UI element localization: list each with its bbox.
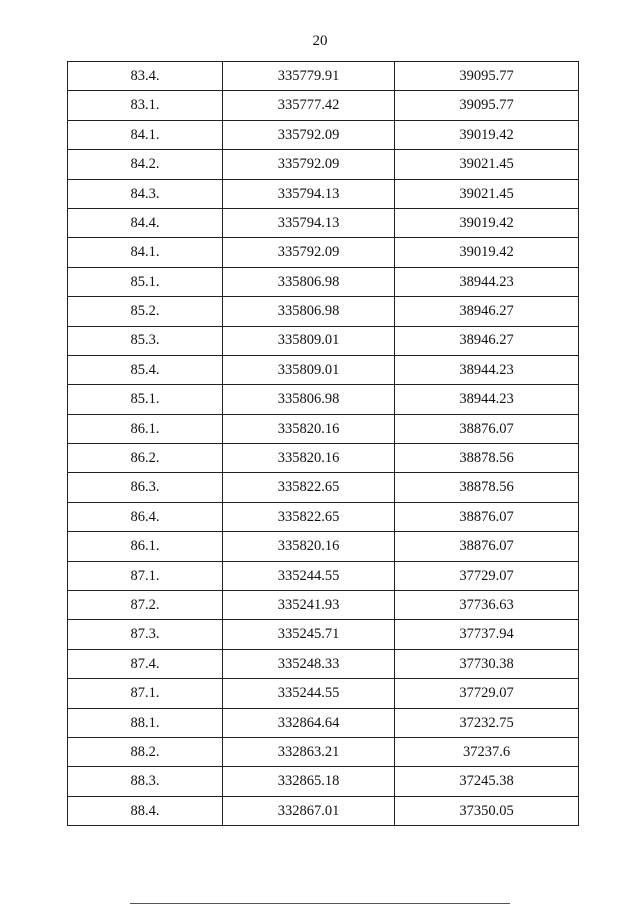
- y-coordinate-cell: 37736.63: [395, 591, 579, 620]
- x-coordinate-cell: 335792.09: [223, 238, 395, 267]
- x-coordinate-cell: 335792.09: [223, 150, 395, 179]
- table-row: [68, 708, 579, 737]
- x-coordinate-cell: 335822.65: [223, 473, 395, 502]
- x-coordinate-cell: 335809.01: [223, 355, 395, 384]
- y-coordinate-cell: 38876.07: [395, 502, 579, 531]
- table-row: [68, 120, 579, 149]
- y-coordinate-cell: 39019.42: [395, 120, 579, 149]
- point-number-cell: 88.2.: [68, 737, 223, 766]
- y-coordinate-cell: 38944.23: [395, 267, 579, 296]
- point-number-cell: 85.1.: [68, 385, 223, 414]
- table-row: [68, 238, 579, 267]
- table-row: [68, 649, 579, 678]
- y-coordinate-cell: 37729.07: [395, 561, 579, 590]
- y-coordinate-cell: 39095.77: [395, 91, 579, 120]
- y-coordinate-cell: 38876.07: [395, 532, 579, 561]
- table-row: [68, 473, 579, 502]
- x-coordinate-cell: 335806.98: [223, 267, 395, 296]
- x-coordinate-cell: 335241.93: [223, 591, 395, 620]
- point-number-cell: 86.3.: [68, 473, 223, 502]
- table-row: [68, 502, 579, 531]
- y-coordinate-cell: 37232.75: [395, 708, 579, 737]
- point-number-cell: 86.2.: [68, 444, 223, 473]
- table-row: [68, 385, 579, 414]
- x-coordinate-cell: 335809.01: [223, 326, 395, 355]
- point-number-cell: 86.4.: [68, 502, 223, 531]
- point-number-cell: 84.4.: [68, 208, 223, 237]
- x-coordinate-cell: 335792.09: [223, 120, 395, 149]
- table-row: [68, 150, 579, 179]
- point-number-cell: 84.1.: [68, 120, 223, 149]
- table-row: [68, 737, 579, 766]
- x-coordinate-cell: 335806.98: [223, 297, 395, 326]
- y-coordinate-cell: 37237.6: [395, 737, 579, 766]
- x-coordinate-cell: 335820.16: [223, 532, 395, 561]
- x-coordinate-cell: 335244.55: [223, 679, 395, 708]
- table-row: [68, 355, 579, 384]
- table-row: [68, 267, 579, 296]
- table-row: [68, 767, 579, 796]
- table-row: [68, 444, 579, 473]
- table-row: [68, 620, 579, 649]
- point-number-cell: 83.4.: [68, 62, 223, 91]
- x-coordinate-cell: 335777.42: [223, 91, 395, 120]
- table-row: [68, 62, 579, 91]
- coordinates-table: [67, 61, 579, 826]
- point-number-cell: 87.3.: [68, 620, 223, 649]
- table-row: [68, 591, 579, 620]
- y-coordinate-cell: 38944.23: [395, 385, 579, 414]
- x-coordinate-cell: 335245.71: [223, 620, 395, 649]
- point-number-cell: 87.4.: [68, 649, 223, 678]
- y-coordinate-cell: 37729.07: [395, 679, 579, 708]
- y-coordinate-cell: 38946.27: [395, 297, 579, 326]
- table-row: [68, 208, 579, 237]
- x-coordinate-cell: 335820.16: [223, 414, 395, 443]
- point-number-cell: 85.2.: [68, 297, 223, 326]
- y-coordinate-cell: 37350.05: [395, 796, 579, 825]
- point-number-cell: 85.4.: [68, 355, 223, 384]
- table-row: [68, 326, 579, 355]
- table-row: [68, 297, 579, 326]
- x-coordinate-cell: 335794.13: [223, 208, 395, 237]
- y-coordinate-cell: 39019.42: [395, 208, 579, 237]
- y-coordinate-cell: 38878.56: [395, 473, 579, 502]
- x-coordinate-cell: 335822.65: [223, 502, 395, 531]
- x-coordinate-cell: 335794.13: [223, 179, 395, 208]
- y-coordinate-cell: 38944.23: [395, 355, 579, 384]
- point-number-cell: 87.2.: [68, 591, 223, 620]
- y-coordinate-cell: 37730.38: [395, 649, 579, 678]
- y-coordinate-cell: 38876.07: [395, 414, 579, 443]
- table-row: [68, 91, 579, 120]
- x-coordinate-cell: 335820.16: [223, 444, 395, 473]
- coordinates-table-body: [68, 62, 579, 826]
- y-coordinate-cell: 39021.45: [395, 179, 579, 208]
- x-coordinate-cell: 332864.64: [223, 708, 395, 737]
- table-row: [68, 561, 579, 590]
- y-coordinate-cell: 38946.27: [395, 326, 579, 355]
- point-number-cell: 88.3.: [68, 767, 223, 796]
- point-number-cell: 88.1.: [68, 708, 223, 737]
- point-number-cell: 86.1.: [68, 532, 223, 561]
- point-number-cell: 85.1.: [68, 267, 223, 296]
- point-number-cell: 85.3.: [68, 326, 223, 355]
- table-row: [68, 179, 579, 208]
- y-coordinate-cell: 37245.38: [395, 767, 579, 796]
- y-coordinate-cell: 39021.45: [395, 150, 579, 179]
- y-coordinate-cell: 39019.42: [395, 238, 579, 267]
- y-coordinate-cell: 38878.56: [395, 444, 579, 473]
- x-coordinate-cell: 335779.91: [223, 62, 395, 91]
- x-coordinate-cell: 335244.55: [223, 561, 395, 590]
- table-row: [68, 796, 579, 825]
- point-number-cell: 84.3.: [68, 179, 223, 208]
- bottom-edge-line: [130, 903, 510, 904]
- x-coordinate-cell: 335248.33: [223, 649, 395, 678]
- y-coordinate-cell: 37737.94: [395, 620, 579, 649]
- y-coordinate-cell: 39095.77: [395, 62, 579, 91]
- x-coordinate-cell: 335806.98: [223, 385, 395, 414]
- table-row: [68, 679, 579, 708]
- x-coordinate-cell: 332867.01: [223, 796, 395, 825]
- point-number-cell: 86.1.: [68, 414, 223, 443]
- x-coordinate-cell: 332863.21: [223, 737, 395, 766]
- x-coordinate-cell: 332865.18: [223, 767, 395, 796]
- point-number-cell: 88.4.: [68, 796, 223, 825]
- point-number-cell: 87.1.: [68, 561, 223, 590]
- table-row: [68, 532, 579, 561]
- point-number-cell: 83.1.: [68, 91, 223, 120]
- point-number-cell: 87.1.: [68, 679, 223, 708]
- point-number-cell: 84.2.: [68, 150, 223, 179]
- point-number-cell: 84.1.: [68, 238, 223, 267]
- page-number: 20: [312, 33, 328, 49]
- table-row: [68, 414, 579, 443]
